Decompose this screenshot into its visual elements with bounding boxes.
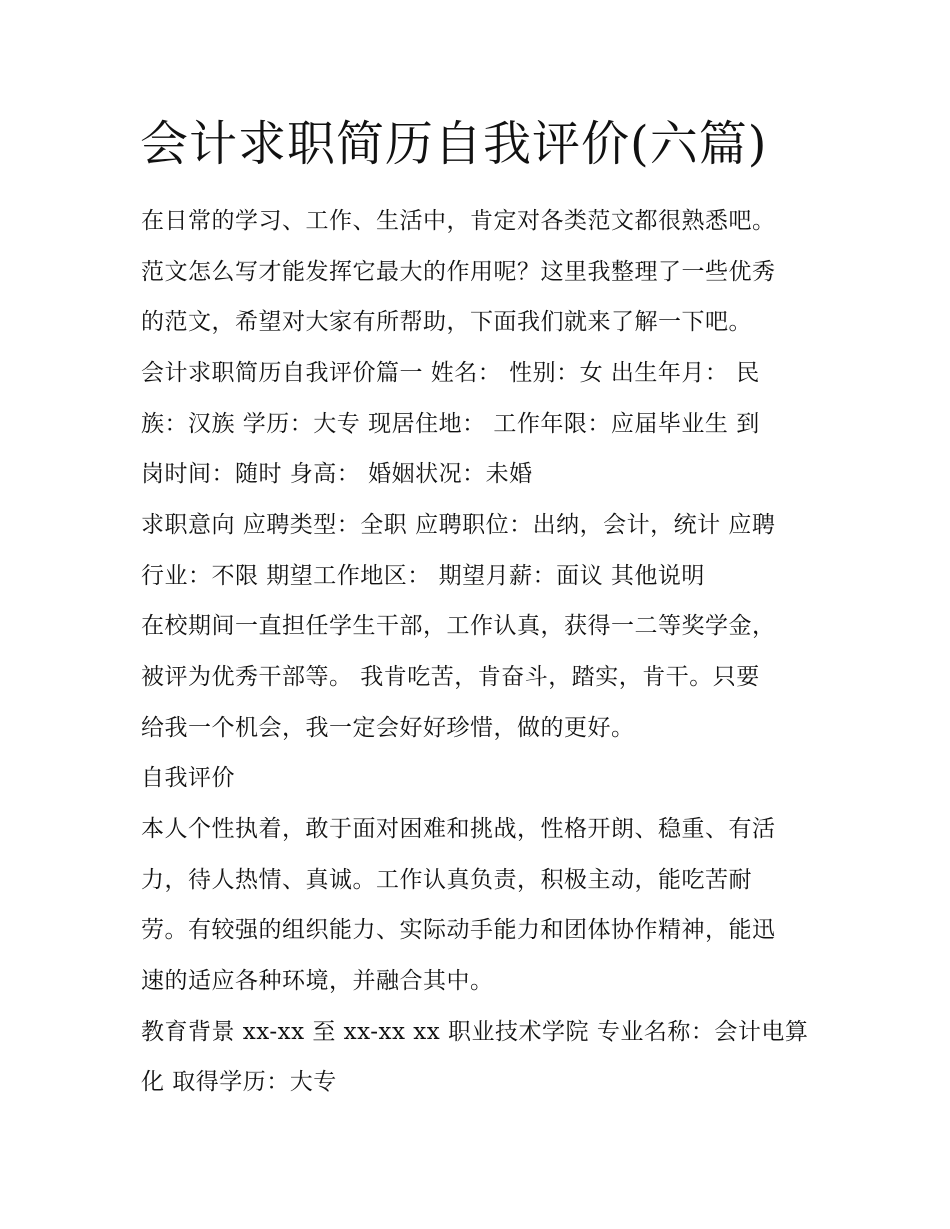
section-heading-self-evaluation: 自我评价 [141, 765, 235, 791]
body-line: 在校期间一直担任学生干部，工作认真，获得一二等奖学金， [141, 613, 776, 639]
body-line: 劳。有较强的组织能力、实际动手能力和团体协作精神，能迅 [141, 917, 776, 943]
body-line: 范文怎么写才能发挥它最大的作用呢？这里我整理了一些优秀 [141, 259, 776, 285]
body-line: 力，待人热情、真诚。工作认真负责，积极主动，能吃苦耐 [141, 867, 752, 893]
body-line: 族：汉族 学历：大专 现居住地： 工作年限：应届毕业生 到 [141, 411, 760, 437]
body-line: 本人个性执着，敢于面对困难和挑战，性格开朗、稳重、有活 [141, 816, 776, 842]
body-line: 行业：不限 期望工作地区： 期望月薪：面议 其他说明 [141, 563, 705, 589]
body-line: 求职意向 应聘类型：全职 应聘职位：出纳，会计，统计 应聘 [141, 512, 776, 538]
body-line: 教育背景 xx-xx 至 xx-xx xx 职业技术学院 专业名称：会计电算 [141, 1019, 809, 1045]
body-line: 速的适应各种环境，并融合其中。 [141, 968, 494, 994]
body-line: 在日常的学习、工作、生活中，肯定对各类范文都很熟悉吧。 [141, 208, 776, 234]
document-title: 会计求职简历自我评价(六篇) [140, 116, 768, 172]
body-line: 化 取得学历：大专 [141, 1069, 337, 1095]
body-line: 给我一个机会，我一定会好好珍惜，做的更好。 [141, 715, 635, 741]
body-line: 被评为优秀干部等。 我肯吃苦，肯奋斗，踏实，肯干。只要 [141, 664, 760, 690]
body-line: 岗时间：随时 身高： 婚姻状况：未婚 [141, 461, 533, 487]
body-line: 会计求职简历自我评价篇一 姓名： 性别：女 出生年月： 民 [141, 360, 760, 386]
body-line: 的范文，希望对大家有所帮助，下面我们就来了解一下吧。 [141, 309, 752, 335]
